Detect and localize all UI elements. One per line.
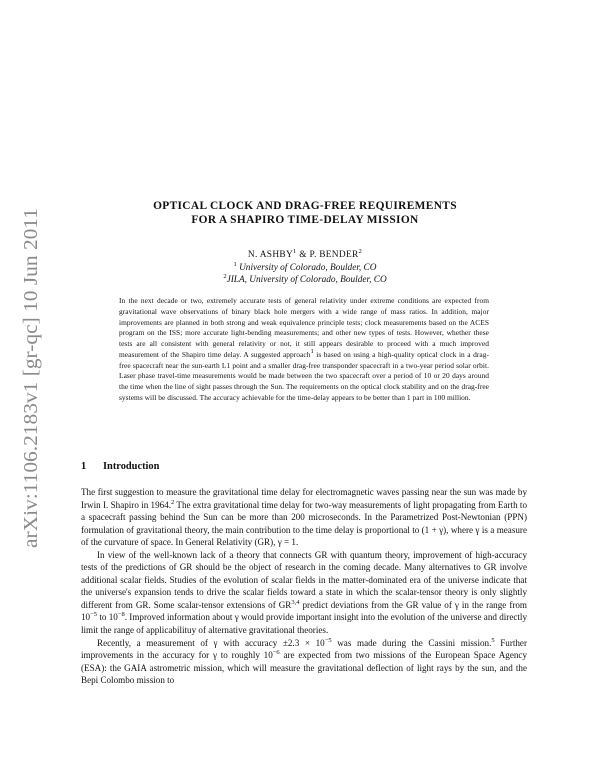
section-number: 1 bbox=[81, 461, 87, 472]
arxiv-sidebar bbox=[14, 205, 44, 550]
author-name: N. ASHBY bbox=[247, 250, 294, 260]
paragraph bbox=[81, 549, 527, 637]
text-run: predict deviations from the GR value of γ in the range from 10 bbox=[81, 599, 527, 623]
exponent: −6 bbox=[272, 649, 280, 657]
exponent: −8 bbox=[117, 611, 125, 619]
paper-title-line-1: OPTICAL CLOCK AND DRAG-FREE REQUIREMENTS bbox=[153, 200, 457, 212]
author-name: P. BENDER bbox=[309, 250, 359, 260]
affiliation-mark: 2 bbox=[223, 273, 227, 280]
arxiv-identifier: arXiv:1106.2183v1 [gr-qc] 10 Jun 2011 bbox=[21, 238, 42, 548]
citation-ref: 1 bbox=[310, 347, 314, 355]
affiliation-text: University of Colorado, Boulder, CO bbox=[236, 263, 377, 273]
section-title: Introduction bbox=[103, 461, 160, 472]
text-run: was made during the Cassini mission. bbox=[331, 637, 492, 648]
section-heading bbox=[81, 461, 159, 472]
affiliation bbox=[100, 263, 510, 273]
exponent: −5 bbox=[324, 636, 332, 644]
author-affiliation-mark: 2 bbox=[358, 248, 363, 255]
text-run: In view of the well-known lack of a theory that connects GR with quantum theory, improvement of high-accuracy tests of the predictions of GR should be the object of research in the coming decade. Many alternatives to GR involve additional scalar fields. Studies of the evolution of scalar fields in the matter-dominated era of the universe indicate that the universe's expansion tends to drive the scalar fields toward a state in which the scalar-tensor theory is only slightly different from GR. Some scalar-tensor extensions of GR bbox=[81, 549, 527, 610]
citation-ref: 2 bbox=[171, 498, 175, 506]
text-run: The extra gravitational time delay for two-way measurements of light propagating from Earth to a spacecraft passing behind the Sun can be more than 200 microseconds. In the Parametrized Post-Newtonian (PPN) formulation of gravitational theory, the main contribution to the time delay is proportional to (1 + γ), where γ is a measure of the curvature of space. In General Relativity (GR), γ = 1. bbox=[81, 499, 528, 548]
text-run: Recently, a measurement of γ with accuracy ±2.3 × 10 bbox=[97, 637, 325, 648]
text-run: The first suggestion to measure the gravitational time delay for electromagnetic waves passing near the sun was made by Irwin I. Shapiro in 1964. bbox=[81, 487, 527, 510]
text-run: to 10 bbox=[97, 612, 118, 623]
abstract bbox=[119, 296, 489, 404]
citation-ref: 3,4 bbox=[291, 598, 300, 606]
paragraph bbox=[81, 486, 527, 549]
affiliation bbox=[100, 275, 510, 285]
citation-ref: 5 bbox=[491, 636, 495, 644]
abstract-text: is based on using a high-quality optical clock in a drag-free spacecraft near the sun-earth L1 point and a smaller drag-free transponder spacecraft in a two-year period solar orbit. Laser phase travel-time measurements would be made between the two spacecraft over a period of 10 or 20 days around the time when the line of sight passes through the Sun. The requirements on the optical clock stability and on the drag-free systems will be discussed. The accuracy achievable for the time-delay appears to be better than 1 part in 100 million. bbox=[119, 349, 489, 402]
affiliation-mark: 1 bbox=[233, 261, 237, 268]
text-run: Further improvements in the accuracy for γ to roughly 10 bbox=[81, 637, 527, 661]
author-list bbox=[100, 250, 510, 260]
exponent: −5 bbox=[90, 611, 98, 619]
paragraph bbox=[81, 637, 527, 687]
affiliation-text: JILA, University of Colorado, Boulder, CO bbox=[226, 275, 387, 285]
author-separator: & bbox=[296, 250, 310, 260]
abstract-text: In the next decade or two, extremely accurate tests of general relativity under extreme conditions are expected from gravitational wave observations of binary black hole mergers with a wide range of mass ratios. In addition, major improvements are planned in both strong and weak equivalence principle tests; clock measurements based on the ACES program on the ISS; more accurate light-bending measurements; and other new types of tests. However, whether these tests are all consistent with general relativity or not, it still appears desirable to proceed with a much improved measurement of the Shapiro time delay. A suggested approach bbox=[119, 296, 489, 359]
text-run: . Improved information about γ would provide important insight into the evolution of the universe and directly limit the range of applicabilituy of alternative gravitational theories. bbox=[81, 612, 527, 636]
text-run: are expected from two missions of the European Space Agency (ESA): the GAIA astrometric mission, which will measure the gravitational deflection of light rays by the sun, and the Bepi Colombo mission to bbox=[81, 650, 527, 686]
body-text bbox=[81, 486, 527, 687]
author-affiliation-mark: 1 bbox=[293, 248, 297, 255]
paper-title-line-2: FOR A SHAPIRO TIME-DELAY MISSION bbox=[191, 213, 419, 226]
